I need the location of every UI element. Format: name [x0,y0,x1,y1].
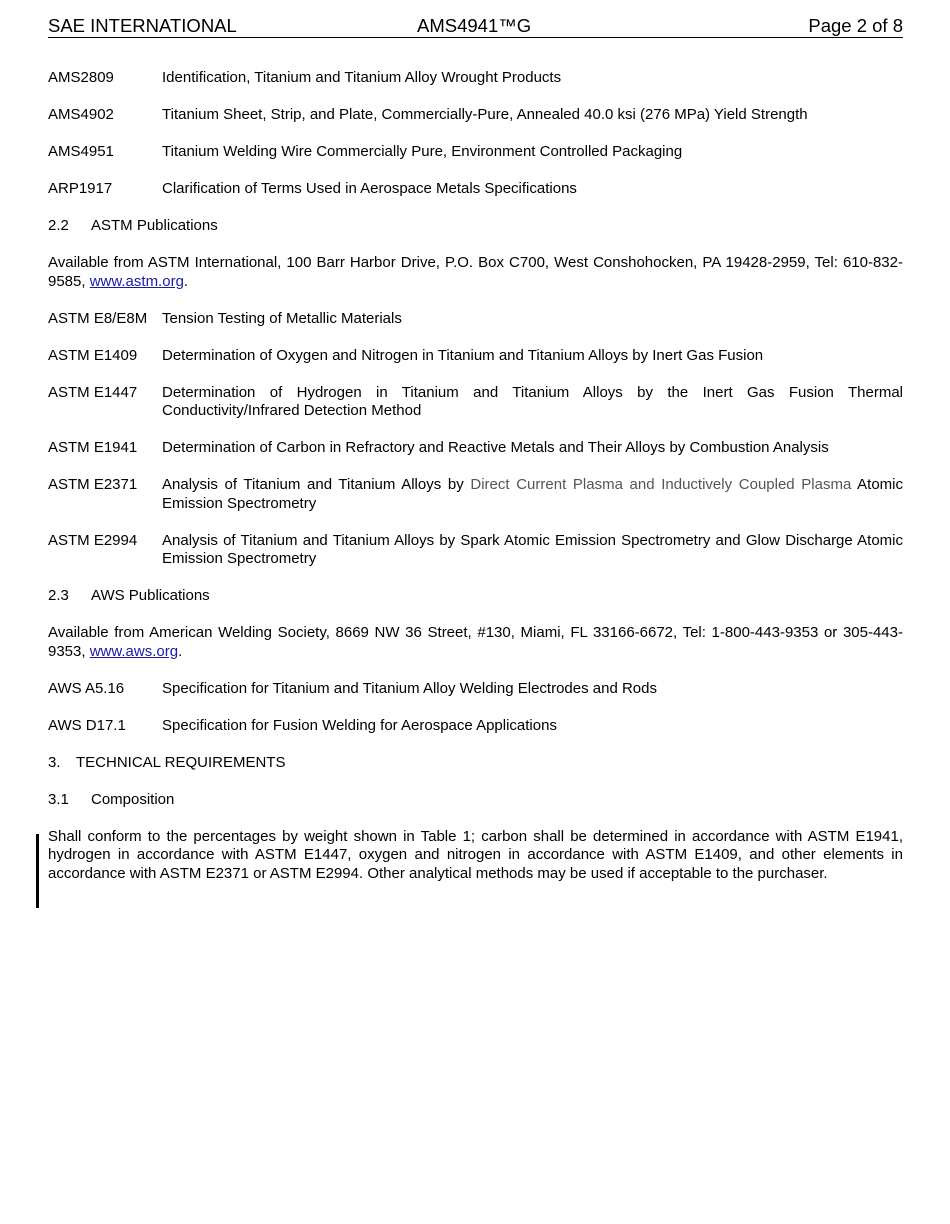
reference-entry [48,532,903,569]
reference-title: Clarification of Terms Used in Aerospace Metals Specifications [162,180,577,197]
section-heading-2-3 [48,587,903,606]
astm-website-link[interactable]: www.astm.org [89,272,184,290]
reference-title: Identification, Titanium and Titanium Alloy Wrought Products [162,69,562,86]
section-number: 2.2 [48,217,69,234]
reference-title: Determination of Hydrogen in Titanium and Titanium Alloys by the Inert Gas Fusion Thermal Conductivity/Infrared Detection Method [162,383,903,419]
reference-entry [48,310,903,329]
reference-entry [48,143,903,162]
reference-title [162,476,903,513]
reference-code: AMS2809 [48,69,114,86]
section-title: Composition [91,790,175,808]
revision-change-bar [36,834,39,908]
reference-code: ASTM E1941 [48,439,138,456]
reference-entry [48,347,903,366]
reference-entry [48,106,903,125]
punctuation: . [183,272,189,290]
document-body [48,69,903,902]
section-heading-3-1 [48,791,903,810]
reference-entry [48,680,903,699]
reference-entry [48,180,903,199]
reference-code: ASTM E2371 [48,476,138,493]
reference-code: AMS4902 [48,106,114,123]
section-number: 2.3 [48,587,69,604]
reference-title: Determination of Carbon in Refractory and Reactive Metals and Their Alloys by Combustion Analysis [162,439,829,456]
aws-website-link[interactable]: www.aws.org [89,642,179,660]
reference-code: AWS D17.1 [48,716,126,734]
section-number: 3.1 [48,790,69,808]
reference-title: Analysis of Titanium and Titanium Alloys by Spark Atomic Emission Spectrometry and Glow Discharge Atomic Emission Spectrometry [162,531,903,567]
reference-title-part: Atomic Emission Spectrometry [162,476,903,512]
reference-entry [48,476,903,513]
reference-entry [48,384,903,421]
section-number: 3. [48,753,61,771]
reference-code: ASTM E1447 [48,383,138,401]
section-heading-3 [48,754,903,773]
reference-entry [48,69,903,88]
reference-title: Specification for Fusion Welding for Aerospace Applications [162,716,557,734]
header-org: SAE INTERNATIONAL [48,15,237,36]
reference-title-part: Analysis of Titanium and Titanium Alloys by [162,476,471,493]
header-doc-number: AMS4941™G [417,15,532,36]
section-heading-2-2 [48,217,903,236]
reference-title: Determination of Oxygen and Nitrogen in Titanium and Titanium Alloys by Inert Gas Fusion [162,346,764,364]
reference-title: Specification for Titanium and Titanium Alloy Welding Electrodes and Rods [162,679,657,697]
reference-title: Tension Testing of Metallic Materials [162,309,402,327]
composition-paragraph: Shall conform to the percentages by weight shown in Table 1; carbon shall be determined in accordance with ASTM E1941, hydrogen in accordance with ASTM E1447, oxygen and nitrogen in accordance with ASTM E1409, and other elements in accordance with ASTM E2371 or ASTM E2994. Other analytical methods may be used if acceptable to the purchaser. [48,827,903,882]
astm-availability-paragraph [48,254,903,291]
reference-code: ASTM E8/E8M [48,309,148,327]
availability-text: Available from American Welding Society, 8669 NW 36 Street, #130, Miami, FL 33166-6672, Tel: 1-800-443-9353 or 305-443-9353, [48,624,903,660]
section-title: ASTM Publications [91,217,218,234]
aws-availability-paragraph [48,624,903,661]
reference-entry [48,717,903,736]
section-title: TECHNICAL REQUIREMENTS [76,753,286,771]
section-title: AWS Publications [91,587,210,604]
availability-text: Available from ASTM International, 100 Barr Harbor Drive, P.O. Box C700, West Conshohocken, PA 19428-2959, Tel: 610-832-9585, [48,254,903,290]
header-page-number: Page 2 of 8 [808,15,903,36]
page-header [48,15,903,38]
reference-entry [48,439,903,458]
reference-title-gray-part: Direct Current Plasma and Inductively Coupled Plasma [470,476,852,493]
reference-code: AWS A5.16 [48,679,125,697]
punctuation: . [178,642,183,660]
reference-code: AMS4951 [48,143,114,160]
reference-code: ARP1917 [48,180,113,197]
reference-title: Titanium Welding Wire Commercially Pure, Environment Controlled Packaging [162,143,683,160]
reference-title: Titanium Sheet, Strip, and Plate, Commercially-Pure, Annealed 40.0 ksi (276 MPa) Yield Strength [162,106,808,123]
reference-code: ASTM E1409 [48,346,138,364]
reference-code: ASTM E2994 [48,531,138,549]
